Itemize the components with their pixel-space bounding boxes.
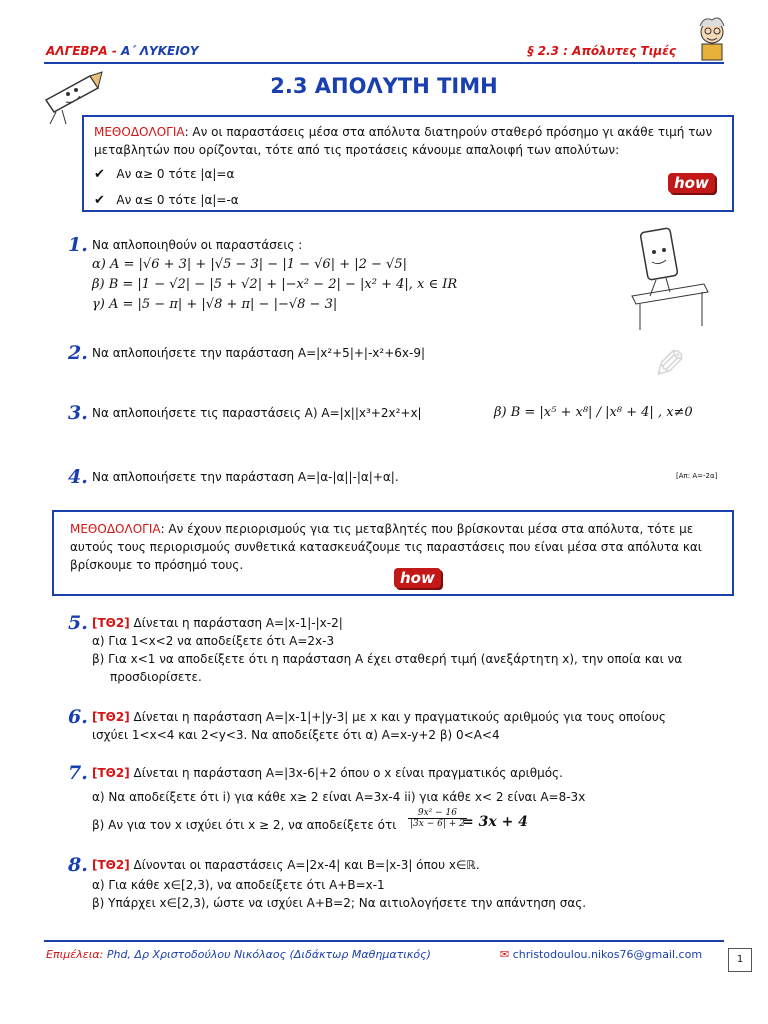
rule-bullet-2: Αν α≤ 0 τότε |α|=-α <box>116 193 239 207</box>
exam-tag: [ΤΘ2] <box>92 616 130 630</box>
exercise-number: 8. <box>68 854 88 876</box>
header-rule <box>44 62 724 64</box>
exercise-number: 3. <box>68 402 88 424</box>
header-section: § 2.3 : Απόλυτες Τιμές <box>527 44 676 58</box>
exercise-1-b: β) B = |1 − √2| − |5 + √2| + |−x² − 2| − |x² + 4|, x ∈ IR <box>92 277 458 292</box>
page-number: 1 <box>728 948 752 972</box>
methodology-label: ΜΕΘΟΔΟΛΟΓΙΑ <box>70 522 161 536</box>
check-icon: ✔ <box>94 193 105 208</box>
exercise-1-c: γ) A = |5 − π| + |√8 + π| − |−√8 − 3| <box>92 297 338 312</box>
methodology-box-2 <box>52 510 734 596</box>
exercise-5-b: β) Για x<1 να αποδείξετε ότι η παράσταση A έχει σταθερή τιμή (ανεξάρτητη x), την οποία και να <box>92 652 683 666</box>
how-badge: how <box>394 568 441 588</box>
fraction-numerator: 9x² − 16 <box>408 808 467 819</box>
exercise-8-b: β) Υπάρχει x∈[2,3), ώστε να ισχύει A+B=2; Να αιτιολογήσετε την απάντηση σας. <box>92 896 587 910</box>
exercise-5-a: α) Για 1<x<2 να αποδείξετε ότι A=2x-3 <box>92 634 335 648</box>
exercise-7-head <box>92 764 563 782</box>
fraction-denominator: |3x − 6| + 2 <box>410 819 465 829</box>
exercise-7-b: β) Αν για τον x ισχύει ότι x ≥ 2, να αποδείξετε ότι <box>92 818 397 832</box>
rule-bullet-1: Αν α≥ 0 τότε |α|=α <box>116 167 235 181</box>
exercise-number: 2. <box>68 342 88 364</box>
exercise-number: 1. <box>68 234 88 256</box>
exercise-number: 4. <box>68 466 88 488</box>
footer-author <box>46 948 431 961</box>
exercise-number: 6. <box>68 706 88 728</box>
exercise-6-text: Δίνεται η παράσταση A=|x-1|+|y-3| με x και y πραγματικούς αριθμούς για τους οποίους <box>133 710 666 724</box>
exercise-number: 5. <box>68 612 88 634</box>
professor-character-icon <box>690 14 736 62</box>
exercise-5-b2: προσδιορίσετε. <box>110 670 202 684</box>
exercise-8-head <box>92 856 480 874</box>
exam-tag: [ΤΘ2] <box>92 858 130 872</box>
exercise-4-answer: [Απ: Α=-2α] <box>676 472 718 480</box>
header-subject-b: Α΄ ΛΥΚΕΙΟΥ <box>121 44 199 58</box>
exercise-3-b: β) B = |x⁵ + x⁸| / |x⁸ + 4| , x≠0 <box>494 405 693 420</box>
exercise-7-a: α) Να αποδείξετε ότι i) για κάθε x≥ 2 είναι A=3x-4 ii) για κάθε x< 2 είναι A=8-3x <box>92 790 586 804</box>
footer-author-label: Επιμέλεια: <box>46 948 104 961</box>
methodology-label: ΜΕΘΟΔΟΛΟΓΙΑ <box>94 125 185 139</box>
footer-email[interactable] <box>500 948 702 961</box>
header-subject-a: ΑΛΓΕΒΡΑ - <box>46 44 117 58</box>
email-icon: ✉ <box>500 948 510 961</box>
exam-tag: [ΤΘ2] <box>92 766 130 780</box>
footer-rule <box>44 940 724 942</box>
exercise-7-fraction <box>408 808 467 829</box>
check-icon: ✔ <box>94 167 105 182</box>
exercise-6-line2: ισχύει 1<x<4 και 2<y<3. Να αποδείξετε ότι α) A=x-y+2 β) 0<A<4 <box>92 728 500 742</box>
exercise-1-intro: Να απλοποιηθούν οι παραστάσεις : <box>92 238 303 252</box>
email-text: christodoulou.nikos76@gmail.com <box>512 948 703 961</box>
student-desk-character-icon <box>626 226 712 334</box>
methodology-box-1 <box>82 115 734 212</box>
exercise-5-head <box>92 614 343 632</box>
exercise-8-text: Δίνονται οι παραστάσεις A=|2x-4| και B=|x-3| όπου x∈ℝ. <box>133 858 480 872</box>
exercise-number: 7. <box>68 762 88 784</box>
exercise-2-text: Να απλοποιήσετε την παράσταση A=|x²+5|+|-x²+6x-9| <box>92 346 425 360</box>
exercise-7-text: Δίνεται η παράσταση A=|3x-6|+2 όπου ο x είναι πραγματικός αριθμός. <box>133 766 563 780</box>
exercise-1-a: α) A = |√6 + 3| + |√5 − 3| − |1 − √6| + |2 − √5| <box>92 257 407 272</box>
decorative-watermark: ✎ <box>643 346 690 380</box>
header-subject <box>46 44 199 58</box>
methodology-text: : Αν έχουν περιορισμούς για τις μεταβλητές που βρίσκονται μέσα στα απόλυτα, τότε με αυτούς τους περιορισμούς συνθετικά κατασκευάζουμε τις παραστάσεις που είναι μέσα στα απόλυτα και βρίσκουμε το πρόσημό τους. <box>70 522 702 572</box>
exercise-4-text: Να απλοποιήσετε την παράσταση A=|α-|α||-|α|+α|. <box>92 470 399 484</box>
how-badge: how <box>668 173 715 193</box>
methodology-text: : Αν οι παραστάσεις μέσα στα απόλυτα διατηρούν σταθερό πρόσημο γι ακάθε τιμή των μεταβλητών που ορίζονται, τότε από τις προτάσεις κάνουμε απαλοιφή των απολύτων: <box>94 125 713 157</box>
exam-tag: [ΤΘ2] <box>92 710 130 724</box>
exercise-7-rhs: = 3x + 4 <box>462 814 528 830</box>
exercise-8-a: α) Για κάθε x∈[2,3), να αποδείξετε ότι A+B=x-1 <box>92 878 385 892</box>
exercise-5-text: Δίνεται η παράσταση A=|x-1|-|x-2| <box>133 616 343 630</box>
exercise-6-head <box>92 708 722 726</box>
footer-author-name: Phd, Δρ Χριστοδούλου Νικόλαος (Διδάκτωρ Μαθηματικός) <box>106 948 431 961</box>
page-title: 2.3 ΑΠΟΛΥΤΗ ΤΙΜΗ <box>270 74 498 98</box>
exercise-3-text: Να απλοποιήσετε τις παραστάσεις Α) A=|x||x³+2x²+x| <box>92 406 422 420</box>
